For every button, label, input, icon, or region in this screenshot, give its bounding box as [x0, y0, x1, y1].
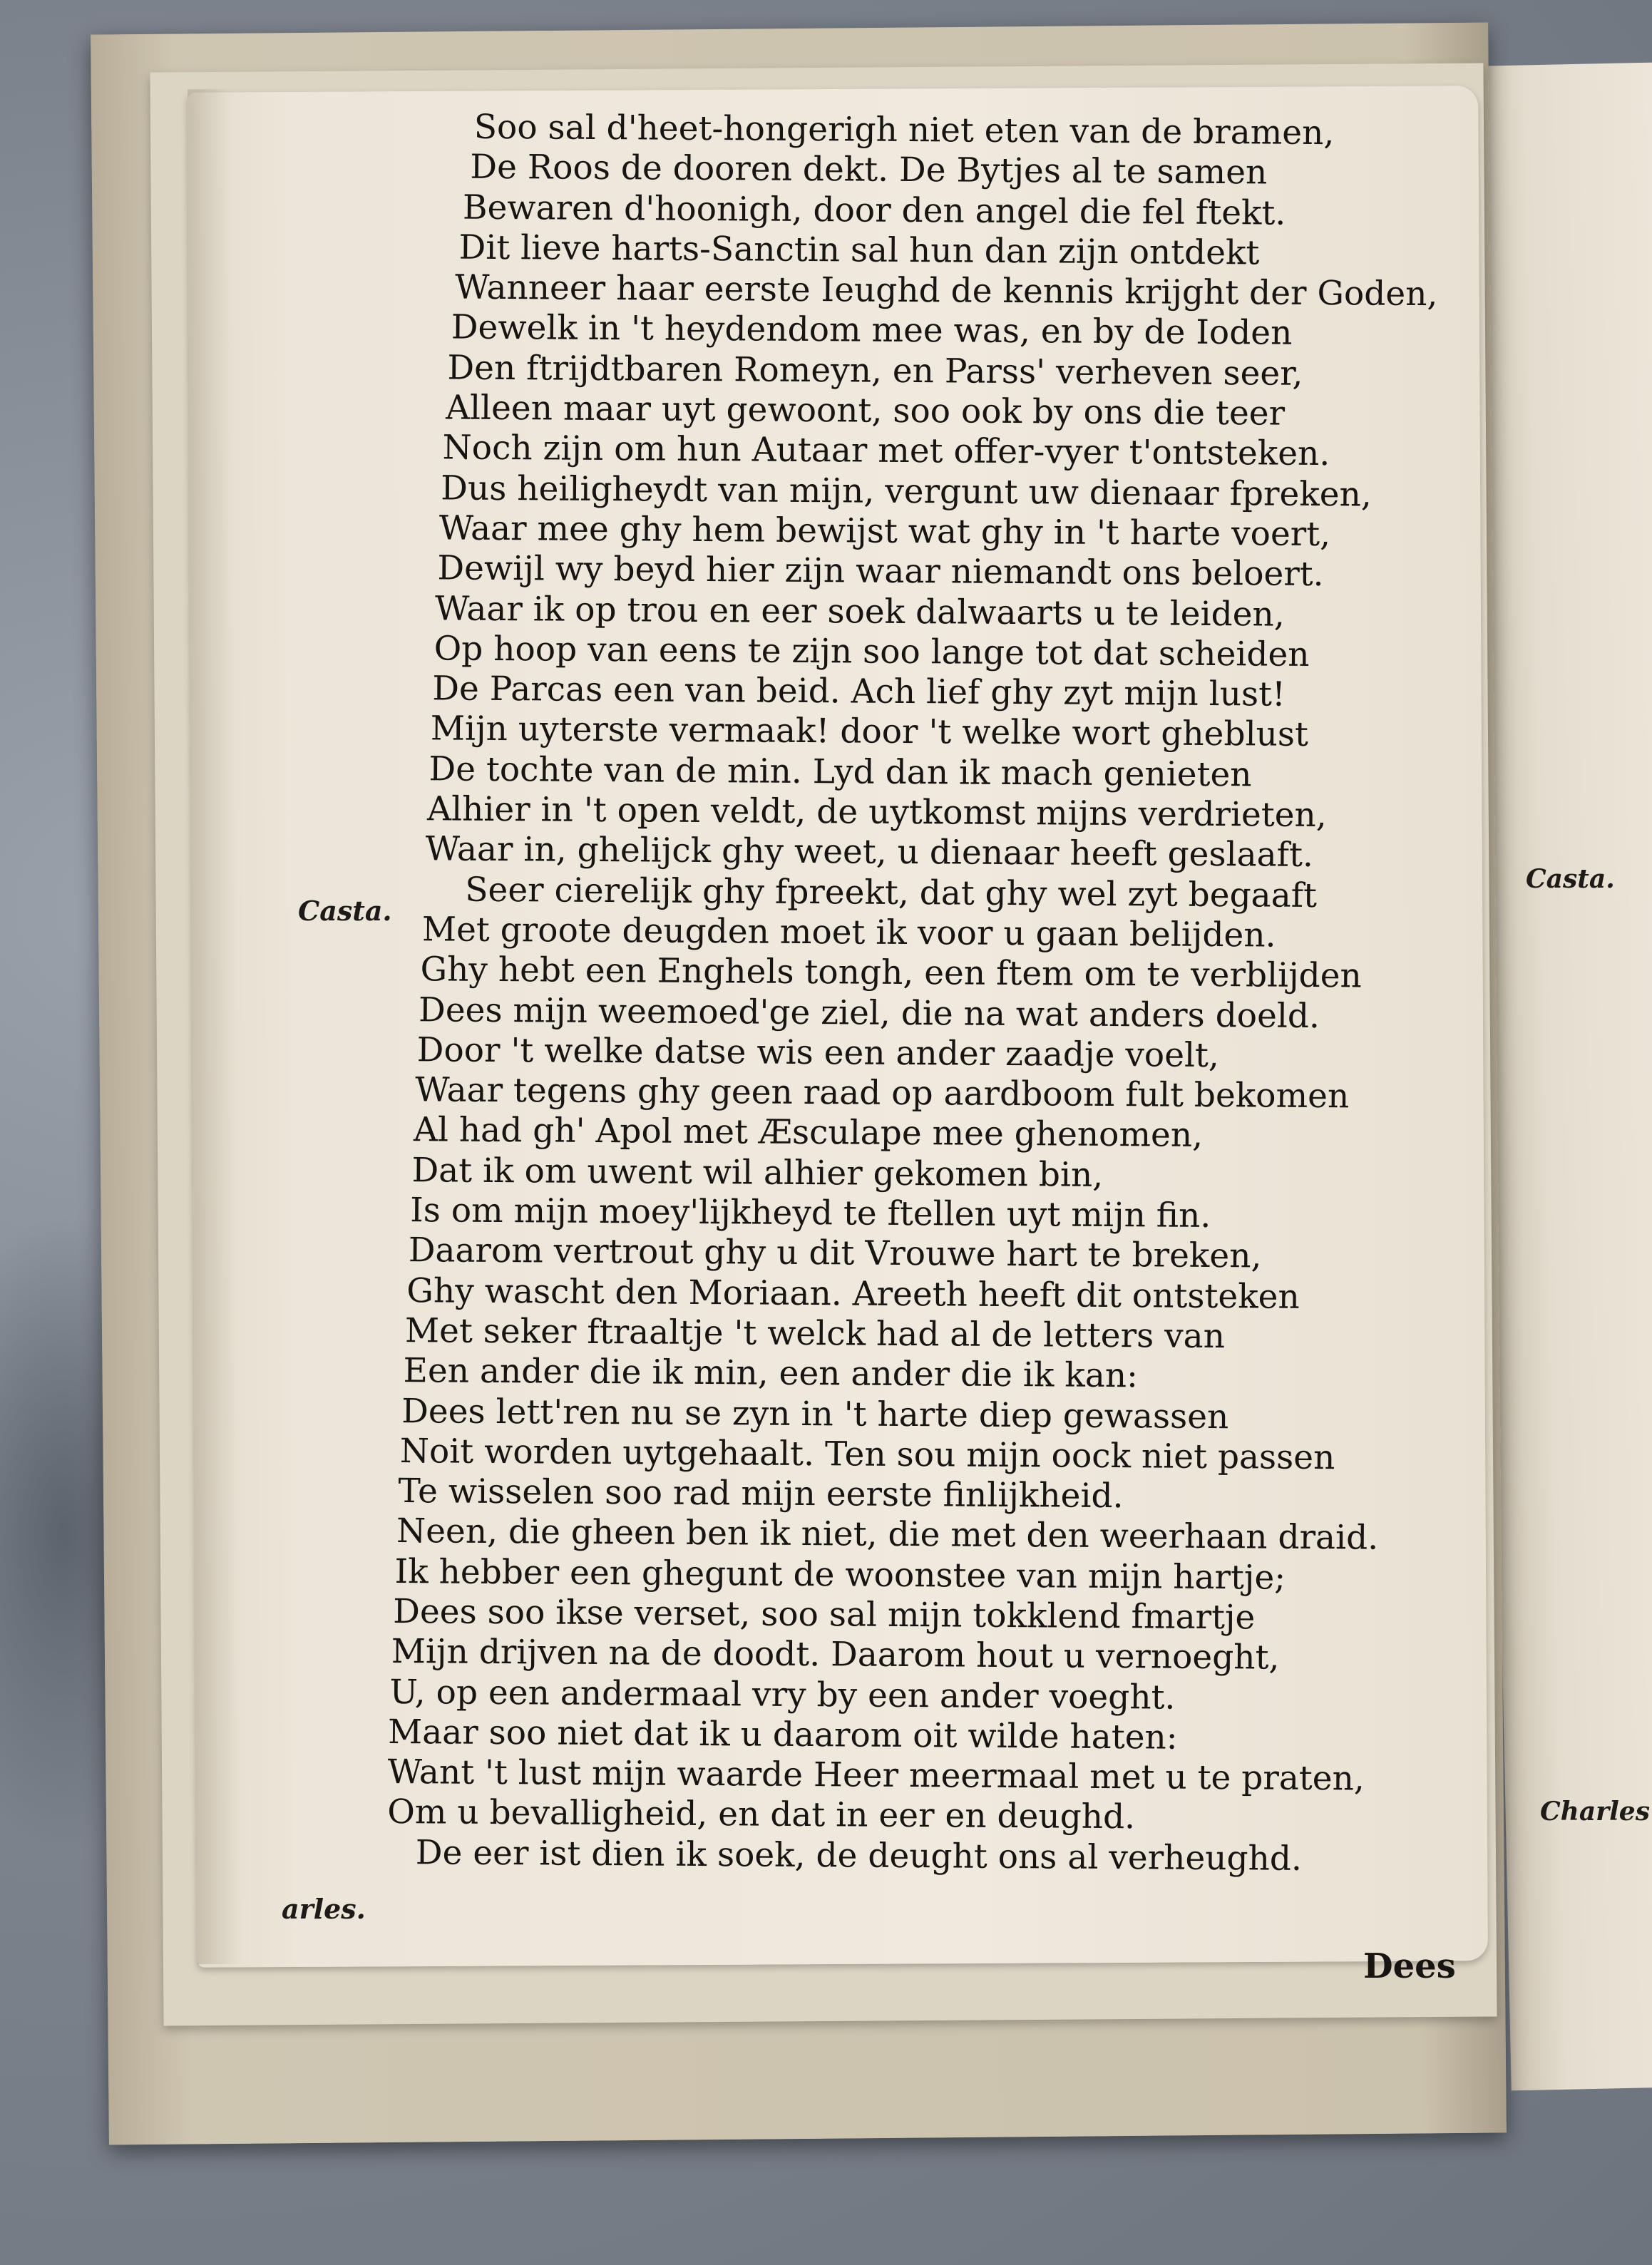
- verse-line: Op hoop van eens te zijn soo lange tot dat scheiden: [433, 629, 1310, 674]
- verse-line: Ghy wascht den Moriaan. Areeth heeft dit ontsteken: [406, 1270, 1300, 1317]
- verse-line: Ghy hebt een Enghels tongh, een ftem om te verblijden: [420, 950, 1363, 996]
- verse-text: [387, 107, 1469, 1880]
- verse-line: Alhier in 't open veldt, de uytkomst mijns verdrieten,: [426, 789, 1327, 836]
- verse-line: Dit lieve harts-Sanctin sal hun dan zijn ontdekt: [458, 227, 1260, 273]
- speaker-label-charles: arles.: [282, 1893, 366, 1925]
- verse-line: De Roos de dooren dekt. De Bytjes al te samen: [470, 147, 1268, 192]
- verse-line: Seer cierelijk ghy fpreekt, dat ghy wel zyt begaaft: [465, 870, 1318, 915]
- catchword: Dees: [1363, 1946, 1456, 1986]
- verse-line: Dees mijn weemoed'ge ziel, die na wat anders doeld.: [418, 990, 1320, 1036]
- verse-line: Een ander die ik min, een ander die ik kan:: [403, 1351, 1139, 1396]
- verse-line: Den ftrijdtbaren Romeyn, en Parss' verheven seer,: [447, 348, 1303, 394]
- verse-line: Dat ik om uwent wil alhier gekomen bin,: [411, 1150, 1104, 1195]
- verse-line: De tochte van de min. Lyd dan ik mach genieten: [429, 749, 1252, 795]
- verse-line: Door 't welke datse wis een ander zaadje voelt,: [416, 1030, 1220, 1075]
- verse-line: Waar ik op trou en eer soek dalwaarts u te leiden,: [434, 588, 1285, 635]
- verse-line: Ik hebber een ghegunt de woonstee van mijn hartje;: [394, 1551, 1286, 1598]
- verse-line: Mijn uyterste vermaak! door 't welke wort gheblust: [430, 709, 1309, 755]
- verse-line: Dees soo ikse verset, soo sal mijn tokklend fmartje: [393, 1591, 1256, 1638]
- verse-line: Soo sal d'heet-hongerigh niet eten van de bramen,: [473, 107, 1335, 153]
- verse-line: Om u bevalligheid, en dat in eer en deughd.: [387, 1792, 1136, 1837]
- verse-line: Dewelk in 't heydendom mee was, en by de Ioden: [451, 308, 1293, 354]
- verse-line: Mijn drijven na de doodt. Daarom hout u vernoeght,: [391, 1632, 1280, 1678]
- verse-line: Dees lett'ren nu se zyn in 't harte diep gewassen: [401, 1391, 1229, 1437]
- verse-line: Met seker ftraaltje 't welck had al de letters van: [404, 1311, 1226, 1357]
- verse-line: Waar tegens ghy geen raad op aardboom fult bekomen: [415, 1070, 1350, 1116]
- verse-line: Waar in, ghelijck ghy weet, u dienaar heeft geslaaft.: [425, 829, 1314, 875]
- verse-line: Noch zijn om hun Autaar met offer-vyer t'ontsteken.: [442, 428, 1330, 474]
- verse-line: Maar soo niet dat ik u daarom oit wilde haten:: [387, 1712, 1178, 1757]
- verse-line: Daarom vertrout ghy u dit Vrouwe hart te breken,: [408, 1231, 1262, 1276]
- verse-line: Want 't lust mijn waarde Heer meermaal met u te praten,: [387, 1752, 1365, 1799]
- verse-line: Te wisselen soo rad mijn eerste finlijkheid.: [398, 1472, 1124, 1516]
- verse-line: Al had gh' Apol met Æsculape mee ghenomen,: [413, 1110, 1204, 1156]
- facing-speaker-charles: Charles: [1540, 1797, 1650, 1827]
- verse-line: De Parcas een van beid. Ach lief ghy zyt mijn lust!: [432, 669, 1286, 714]
- verse-line: Dus heiligheydt van mijn, vergunt uw dienaar fpreken,: [441, 468, 1373, 515]
- verse-line: Dewijl wy beyd hier zijn waar niemandt ons beloert.: [437, 548, 1324, 595]
- verse-line: Met groote deugden moet ik voor u gaan belijden.: [421, 910, 1276, 955]
- verse-line: Neen, die gheen ben ik niet, die met den weerhaan draid.: [396, 1511, 1379, 1558]
- verse-line: U, op een andermaal vry by een ander voeght.: [389, 1672, 1176, 1717]
- verse-line: Waar mee ghy hem bewijst wat ghy in 't harte voert,: [438, 508, 1331, 555]
- verse-line: Bewaren d'hoonigh, door den angel die fel ftekt.: [462, 188, 1286, 233]
- verse-line: Wanneer haar eerste Ieughd de kennis krijght der Goden,: [455, 267, 1438, 314]
- verse-line: Noit worden uytgehaalt. Ten sou mijn oock niet passen: [399, 1431, 1335, 1478]
- verse-line: De eer ist dien ik soek, de deught ons al verheughd.: [415, 1832, 1303, 1879]
- speaker-label-casta: Casta.: [298, 895, 392, 927]
- facing-speaker-casta: Casta.: [1526, 864, 1615, 894]
- verse-line: Is om mijn moey'lijkheyd te ftellen uyt mijn fin.: [410, 1191, 1211, 1236]
- verse-line: Alleen maar uyt gewoont, soo ook by ons die teer: [445, 388, 1286, 433]
